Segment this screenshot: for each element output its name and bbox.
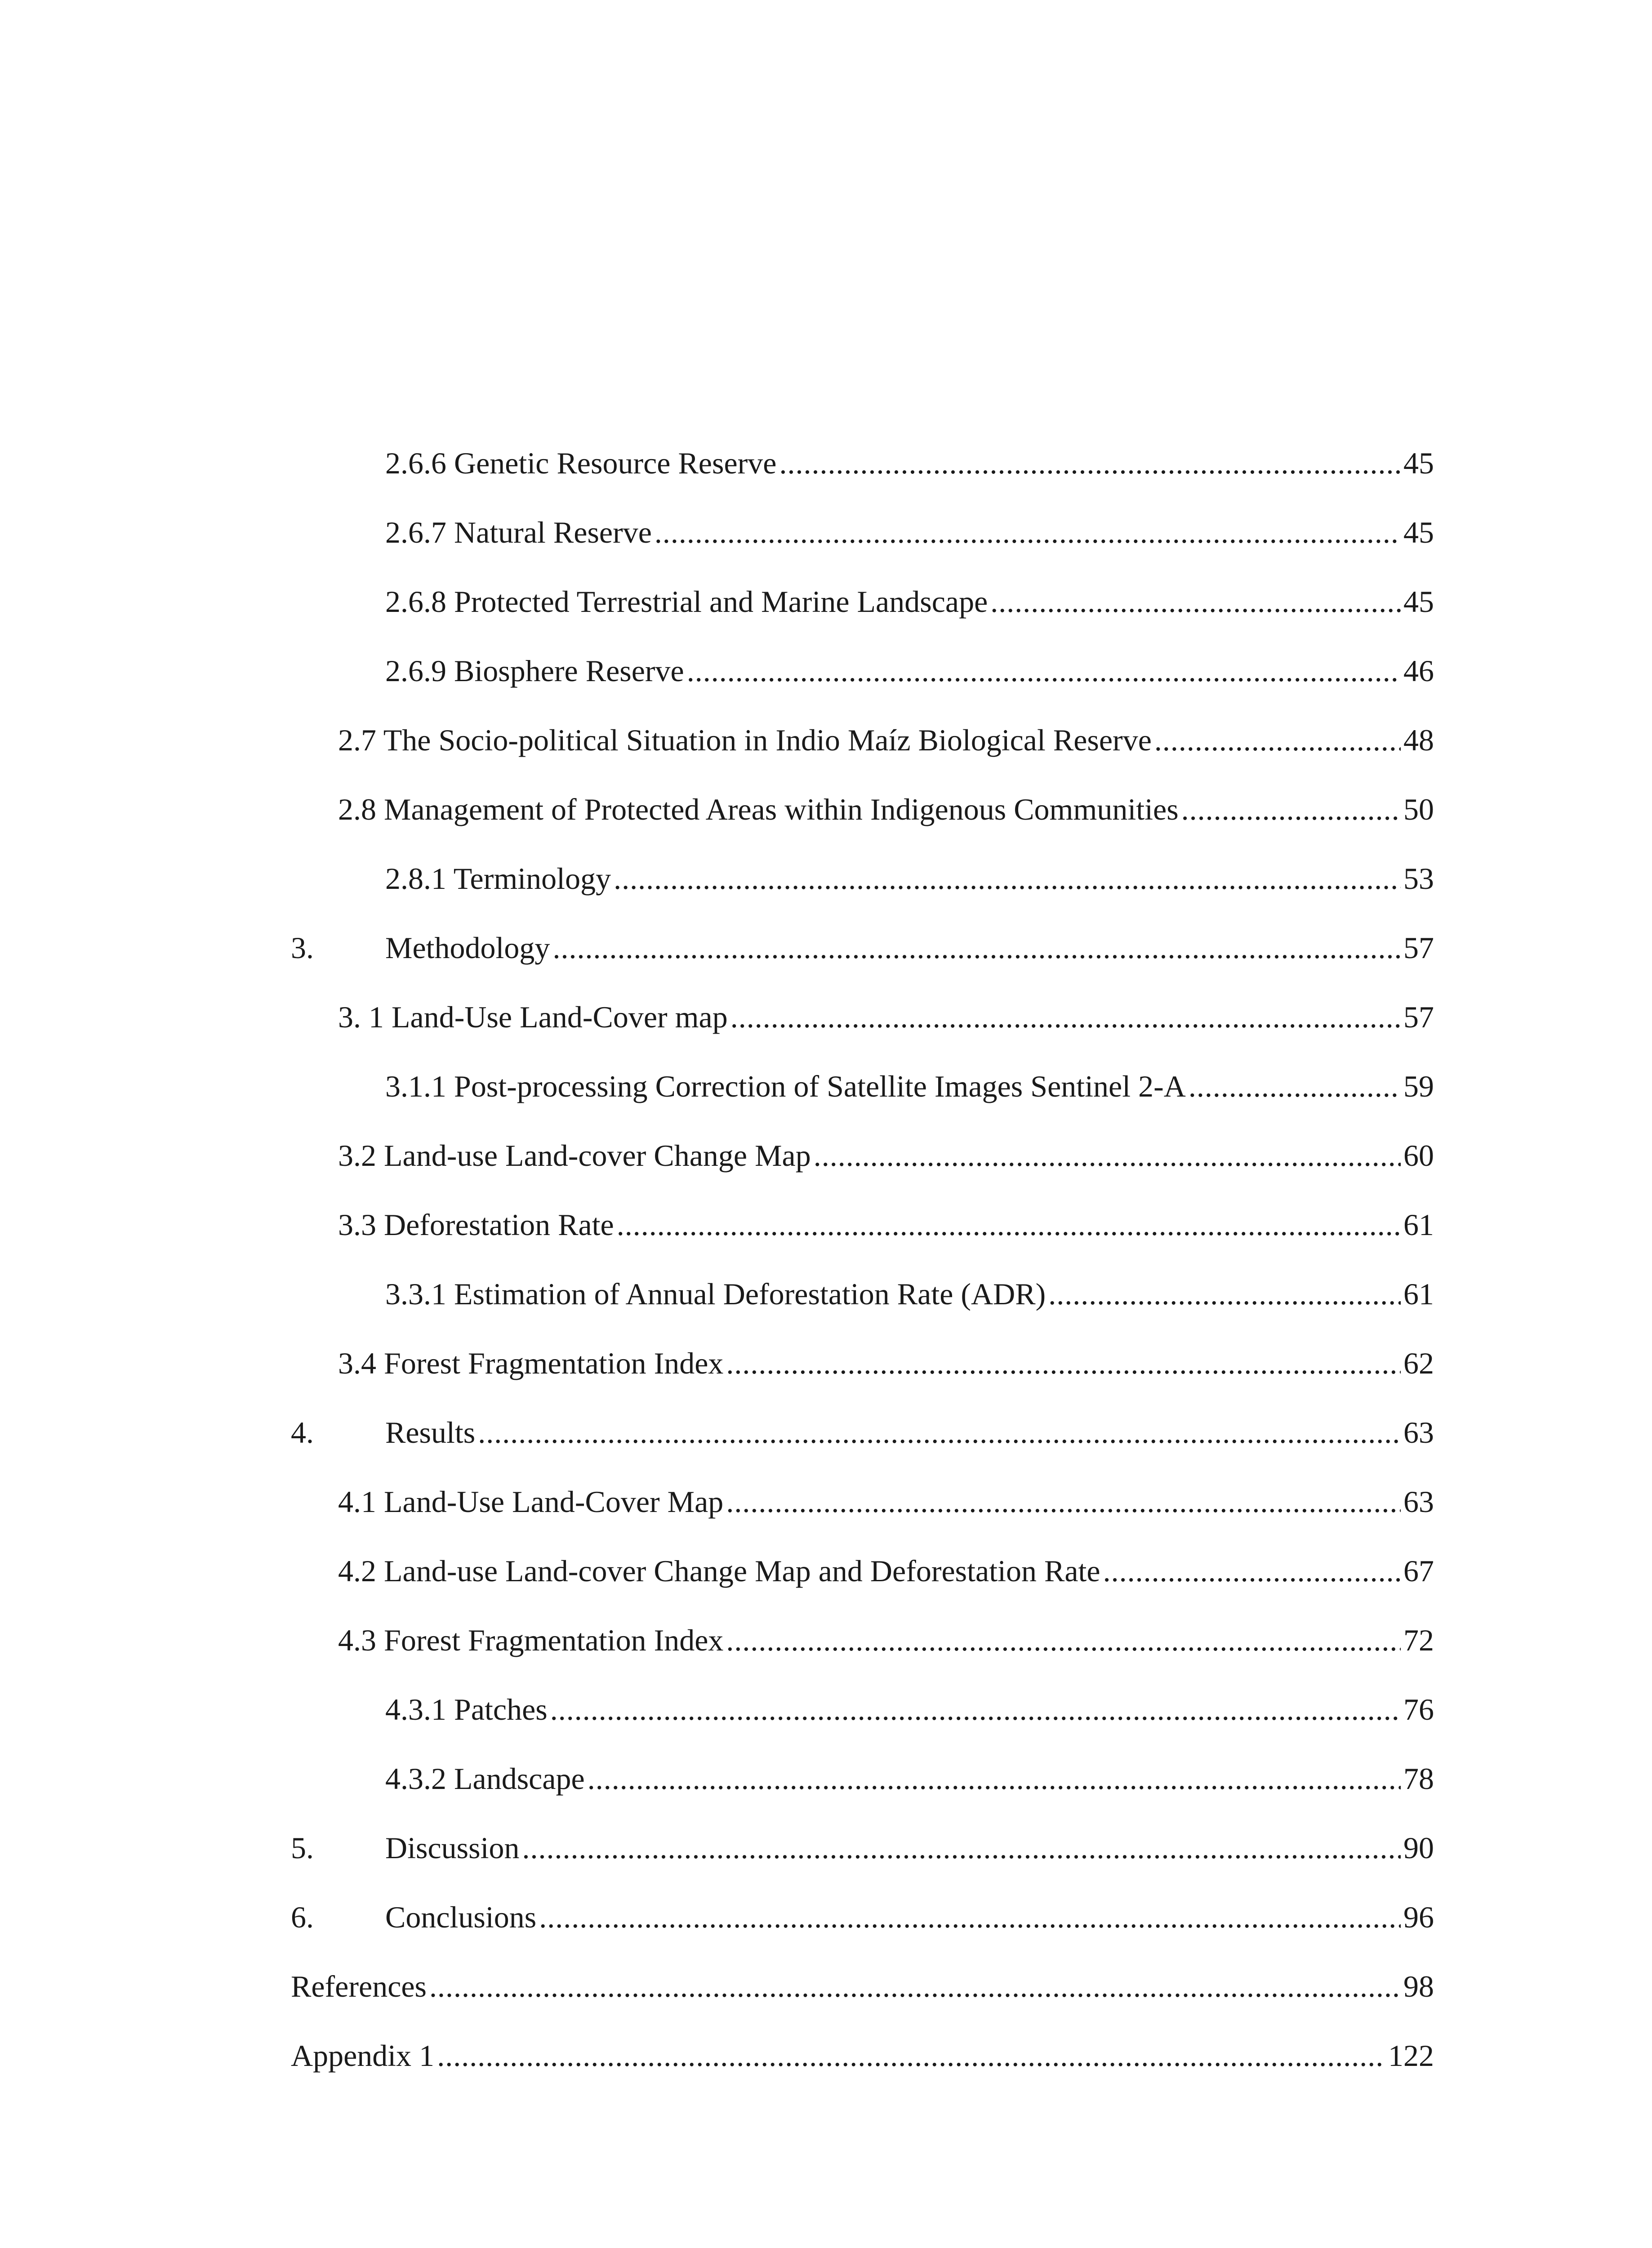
dot-leader — [1154, 715, 1401, 765]
toc-entry-title: Appendix 1 — [291, 2038, 435, 2073]
toc-entry-page: 60 — [1403, 1138, 1434, 1173]
toc-entry-page: 96 — [1403, 1900, 1434, 1934]
toc-entry[interactable] — [338, 992, 1434, 1042]
dot-leader — [726, 1615, 1401, 1665]
dot-leader — [990, 577, 1401, 626]
toc-entry-page: 78 — [1403, 1762, 1434, 1796]
toc-entry-page: 57 — [1403, 931, 1434, 965]
toc-entry-title: 4.1 Land-Use Land-Cover Map — [338, 1485, 724, 1519]
toc-entry-page: 67 — [1403, 1554, 1434, 1588]
toc-entry-title: 2.6.7 Natural Reserve — [385, 515, 652, 549]
dot-leader — [550, 1685, 1401, 1734]
toc-entry-page: 50 — [1403, 792, 1434, 826]
toc-entry[interactable] — [338, 785, 1434, 834]
dot-leader — [614, 854, 1401, 903]
toc-chapter-number: 6. — [291, 1900, 314, 1934]
dot-leader — [539, 1892, 1401, 1942]
toc-entry-page: 76 — [1403, 1692, 1434, 1726]
toc-entry-title: 4.3.2 Landscape — [385, 1762, 585, 1796]
toc-entry-title: 2.6.9 Biosphere Reserve — [385, 654, 684, 688]
dot-leader — [655, 508, 1401, 557]
toc-entry-page: 45 — [1403, 515, 1434, 549]
toc-entry-page: 57 — [1403, 1000, 1434, 1034]
toc-entry[interactable] — [385, 854, 1434, 903]
toc-entry[interactable] — [385, 1269, 1434, 1319]
toc-chapter-number: 4. — [291, 1415, 314, 1450]
toc-chapter-number: 3. — [291, 931, 314, 965]
toc-entry-title: 2.8 Management of Protected Areas within Indigenous Communities — [338, 792, 1179, 826]
toc-entry-title: Discussion — [385, 1831, 520, 1865]
dot-leader — [730, 992, 1401, 1042]
toc-entry-page: 63 — [1403, 1485, 1434, 1519]
dot-leader — [437, 2031, 1385, 2080]
toc-entry-title: 2.6.8 Protected Terrestrial and Marine Landscape — [385, 584, 988, 619]
toc-entry[interactable] — [338, 1615, 1434, 1665]
dot-leader — [478, 1408, 1401, 1457]
toc-entry-page: 45 — [1403, 584, 1434, 619]
toc-entry[interactable] — [291, 2031, 1434, 2080]
toc-entry[interactable] — [385, 508, 1434, 557]
toc-entry-title: 3.2 Land-use Land-cover Change Map — [338, 1138, 811, 1173]
toc-entry[interactable] — [385, 577, 1434, 626]
toc-entry-page: 98 — [1403, 1969, 1434, 2003]
dot-leader — [726, 1338, 1401, 1388]
toc-entry-title: 4.3 Forest Fragmentation Index — [338, 1623, 724, 1657]
toc-entry[interactable] — [291, 1408, 1434, 1457]
toc-entry-title: 2.6.6 Genetic Resource Reserve — [385, 446, 777, 480]
toc-entry-title: 3.1.1 Post-processing Correction of Satellite Images Sentinel 2-A — [385, 1069, 1186, 1103]
toc-entry-title: Conclusions — [385, 1900, 537, 1934]
toc-entry-page: 53 — [1403, 861, 1434, 896]
toc-entry[interactable] — [291, 1962, 1434, 2011]
toc-entry[interactable] — [338, 1546, 1434, 1596]
toc-entry-title: 4.3.1 Patches — [385, 1692, 548, 1726]
dot-leader — [588, 1754, 1401, 1803]
toc-entry-title: 3.4 Forest Fragmentation Index — [338, 1346, 724, 1380]
dot-leader — [522, 1823, 1401, 1873]
dot-leader — [1103, 1546, 1401, 1596]
toc-entry[interactable] — [338, 1338, 1434, 1388]
toc-entry-page: 122 — [1388, 2038, 1434, 2073]
toc-entry[interactable] — [291, 1892, 1434, 1942]
toc-entry-title: Methodology — [385, 931, 550, 965]
toc-entry-page: 61 — [1403, 1208, 1434, 1242]
toc-entry[interactable] — [385, 438, 1434, 488]
toc-entry-title: 3.3.1 Estimation of Annual Deforestation Rate (ADR) — [385, 1277, 1046, 1311]
dot-leader — [552, 923, 1401, 972]
toc-entry-title: Results — [385, 1415, 476, 1450]
toc-entry-page: 46 — [1403, 654, 1434, 688]
toc-entry-page: 63 — [1403, 1415, 1434, 1450]
toc-entry[interactable] — [385, 1754, 1434, 1803]
toc-entry-page: 90 — [1403, 1831, 1434, 1865]
dot-leader — [779, 438, 1401, 488]
toc-entry[interactable] — [338, 715, 1434, 765]
toc-entry-title: 2.8.1 Terminology — [385, 861, 611, 896]
toc-entry[interactable] — [291, 1823, 1434, 1873]
dot-leader — [429, 1962, 1401, 2011]
toc-entry[interactable] — [385, 1062, 1434, 1111]
toc-entry-title: 3.3 Deforestation Rate — [338, 1208, 614, 1242]
dot-leader — [1181, 785, 1401, 834]
toc-entry-title: 2.7 The Socio-political Situation in Indio Maíz Biological Reserve — [338, 723, 1152, 757]
toc-entry[interactable] — [385, 646, 1434, 696]
toc-entry-title: 4.2 Land-use Land-cover Change Map and Deforestation Rate — [338, 1554, 1100, 1588]
toc-entry-page: 72 — [1403, 1623, 1434, 1657]
dot-leader — [726, 1477, 1401, 1526]
toc-chapter-number: 5. — [291, 1831, 314, 1865]
toc-entry[interactable] — [291, 923, 1434, 972]
dot-leader — [1048, 1269, 1401, 1319]
toc-entry-page: 61 — [1403, 1277, 1434, 1311]
toc-entry[interactable] — [338, 1131, 1434, 1180]
dot-leader — [617, 1200, 1401, 1249]
toc-entry[interactable] — [385, 1685, 1434, 1734]
toc-entry-title: References — [291, 1969, 427, 2003]
toc-entry-page: 45 — [1403, 446, 1434, 480]
dot-leader — [814, 1131, 1401, 1180]
toc-entry[interactable] — [338, 1200, 1434, 1249]
toc-entry[interactable] — [338, 1477, 1434, 1526]
toc-entry-page: 59 — [1403, 1069, 1434, 1103]
toc-entry-page: 48 — [1403, 723, 1434, 757]
toc-entry-title: 3. 1 Land-Use Land-Cover map — [338, 1000, 728, 1034]
dot-leader — [1189, 1062, 1401, 1111]
toc-entry-page: 62 — [1403, 1346, 1434, 1380]
dot-leader — [687, 646, 1401, 696]
